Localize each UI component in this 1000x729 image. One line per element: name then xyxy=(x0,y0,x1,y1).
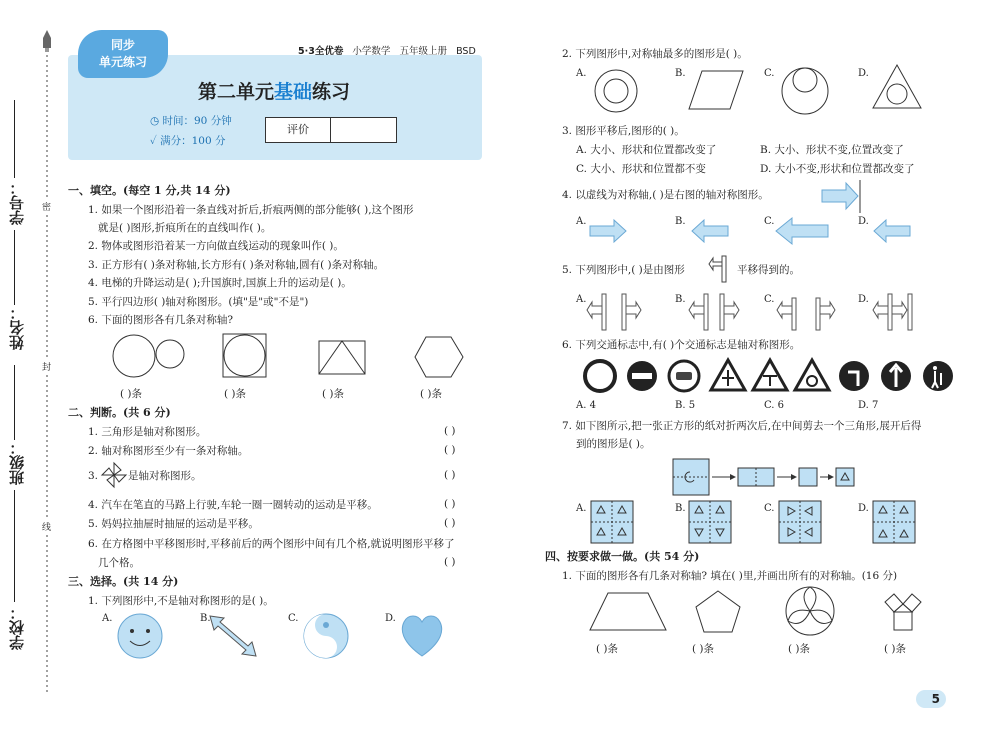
evaluation-box xyxy=(265,117,397,143)
rocket-icon xyxy=(40,30,54,52)
unit-badge xyxy=(78,30,168,78)
sec3-q2-D[interactable]: D. xyxy=(858,68,869,79)
sec3-q1-B[interactable]: B. xyxy=(200,613,211,624)
sec3-q1-C[interactable]: C. xyxy=(288,613,299,624)
sec3-q7b: 到的图形是( )。 xyxy=(576,438,651,450)
score-text: 满分：100 分 xyxy=(160,135,226,147)
no-entry-ring-sign xyxy=(585,361,615,391)
name-blank[interactable] xyxy=(14,230,16,305)
arrow-option-d xyxy=(872,218,912,244)
arrow-option-c xyxy=(774,216,830,246)
sec2-q5: 5. 妈妈拉抽屉时抽屉的运动是平移。 xyxy=(88,518,259,530)
sec3-q2-B[interactable]: B. xyxy=(675,68,686,79)
sec2-title: 二、判断。(共 6 分) xyxy=(68,406,171,419)
sec3-q6-D[interactable]: D. 7 xyxy=(858,400,879,411)
straight-ahead-sign xyxy=(881,361,911,391)
axis-answer-4[interactable]: ( )条 xyxy=(420,388,443,400)
reference-arrow-figure xyxy=(820,180,862,214)
pedestrian-sign xyxy=(923,361,953,391)
sec3-title: 三、选择。(共 14 分) xyxy=(68,575,179,588)
exam-score xyxy=(150,134,226,148)
sec3-q2: 2. 下列图形中,对称轴最多的图形是( )。 xyxy=(562,48,748,60)
turn-left-sign xyxy=(839,361,869,391)
judge-paren-3[interactable]: ( ) xyxy=(444,469,456,481)
student-id-blank[interactable] xyxy=(14,100,16,178)
smiley-figure xyxy=(116,612,164,660)
sec3-q7-B[interactable]: B. xyxy=(675,503,686,514)
class-label: 班级： xyxy=(8,440,26,485)
sec3-q3-A[interactable]: A. 大小、形状和位置都改变了 xyxy=(576,144,717,156)
trapezoid-figure xyxy=(588,592,668,632)
sec3-q5-C[interactable]: C. xyxy=(764,294,775,305)
unfold-option-a xyxy=(590,500,634,544)
ring-figure xyxy=(593,68,639,114)
sec3-q4: 4. 以虚线为对称轴,( )是右图的轴对称图形。 xyxy=(562,189,769,201)
sec4-answer-4[interactable]: ( )条 xyxy=(884,643,907,655)
sec1-q1a: 1. 如果一个图形沿着一条直线对折后,折痕两侧的部分能够( ),这个图形 xyxy=(88,204,414,216)
class-blank[interactable] xyxy=(14,365,16,440)
arrow-option-a xyxy=(588,218,628,244)
sec1-q5: 5. 平行四边形( )轴对称图形。(填"是"或"不是") xyxy=(88,296,309,308)
reference-sign-figure xyxy=(711,254,737,284)
sec3-q3: 3. 图形平移后,图形的( )。 xyxy=(562,125,685,137)
sec3-q4-C[interactable]: C. xyxy=(764,216,775,227)
sec2-q6b: 几个格。 xyxy=(98,557,140,569)
exam-time xyxy=(150,114,232,128)
title-prefix: 第二单元 xyxy=(198,81,275,103)
sec3-q7a: 7. 如下图所示,把一张正方形的纸对折两次后,在中间剪去一个三角形,展开后得 xyxy=(562,420,922,432)
school-blank[interactable] xyxy=(14,490,16,602)
school-label: 学校： xyxy=(8,605,26,650)
sec2-q1: 1. 三角形是轴对称图形。 xyxy=(88,426,207,438)
sec2-q3: 是轴对称图形。 xyxy=(128,470,202,482)
sec4-title: 四、按要求做一做。(共 54 分) xyxy=(545,550,700,563)
yinyang-figure xyxy=(302,612,350,660)
sec3-q6-B[interactable]: B. 5 xyxy=(675,400,696,411)
heart-figure xyxy=(398,612,446,658)
sec1-q3: 3. 正方形有( )条对称轴,长方形有( )条对称轴,圆有( )条对称轴。 xyxy=(88,259,385,271)
page-title xyxy=(198,77,350,104)
sec3-q3-D[interactable]: D. 大小不变,形状和位置都改变了 xyxy=(760,163,915,175)
pinwheel-figure xyxy=(101,462,127,488)
sec3-q6: 6. 下列交通标志中,有( )个交通标志是轴对称图形。 xyxy=(562,339,801,351)
sec3-q5-B[interactable]: B. xyxy=(675,294,686,305)
axis-answer-2[interactable]: ( )条 xyxy=(224,388,247,400)
arrow-option-b xyxy=(690,218,730,244)
circle-in-circle-figure xyxy=(780,66,830,116)
student-id-label: 学号： xyxy=(8,180,26,225)
pythagoras-figure xyxy=(880,590,928,636)
book-name: 5·3全优卷 xyxy=(298,46,344,57)
parallelogram-figure xyxy=(688,70,744,110)
page-number-badge xyxy=(916,690,946,708)
judge-paren-4[interactable]: ( ) xyxy=(444,498,456,510)
double-arrow-figure xyxy=(208,614,258,658)
rectangle-triangle-figure xyxy=(318,340,368,376)
seal-mark-1: 密 xyxy=(42,200,51,213)
judge-paren-6[interactable]: ( ) xyxy=(444,556,456,568)
sign-option-d xyxy=(876,292,926,332)
trefoil-circle-figure xyxy=(784,585,836,637)
sec4-answer-1[interactable]: ( )条 xyxy=(596,643,619,655)
sec3-q5-A[interactable]: A. xyxy=(576,294,587,305)
grade: 五年级上册 xyxy=(399,46,447,57)
axis-answer-1[interactable]: ( )条 xyxy=(120,388,143,400)
sec4-answer-2[interactable]: ( )条 xyxy=(692,643,715,655)
unfold-option-c xyxy=(778,500,822,544)
roundabout-sign xyxy=(795,360,829,390)
sec1-q2: 2. 物体或图形沿着某一方向做直线运动的现象叫作( )。 xyxy=(88,240,344,252)
badge-line1: 同步 xyxy=(110,38,135,52)
sec3-q3-C[interactable]: C. 大小、形状和位置都不变 xyxy=(576,163,706,175)
sec4-q1: 1. 下面的图形各有几条对称轴? 填在( )里,并画出所有的对称轴。(16 分) xyxy=(562,570,898,582)
binding-dashed-line xyxy=(46,55,48,695)
sec3-q2-A[interactable]: A. xyxy=(576,68,587,79)
sec3-q5b: 平移得到的。 xyxy=(737,264,800,276)
check-icon: ✓ xyxy=(150,135,161,147)
judge-paren-2[interactable]: ( ) xyxy=(444,444,456,456)
sec3-q3-B[interactable]: B. 大小、形状不变,位置改变了 xyxy=(760,144,904,156)
eval-blank[interactable] xyxy=(331,118,395,142)
sign-option-c xyxy=(778,292,834,332)
sec4-answer-3[interactable]: ( )条 xyxy=(788,643,811,655)
sign-option-a xyxy=(590,292,640,332)
subject: 小学数学 xyxy=(352,46,391,57)
sec2-q4: 4. 汽车在笔直的马路上行驶,车轮一圈一圈转动的运动是平移。 xyxy=(88,499,378,511)
circles-figure xyxy=(112,333,192,379)
seal-mark-2: 封 xyxy=(42,360,51,373)
no-car-sign xyxy=(669,361,699,391)
sec3-q5a: 5. 下列图形中,( )是由图形 xyxy=(562,264,685,276)
sec3-q7-C[interactable]: C. xyxy=(764,503,775,514)
title-highlight: 基础 xyxy=(274,81,313,103)
eval-label: 评价 xyxy=(266,118,331,142)
sign-option-b xyxy=(690,292,740,332)
sec3-q1-D[interactable]: D. xyxy=(385,613,396,624)
sec1-q4: 4. 电梯的升降运动是( );升国旗时,国旗上升的运动是( )。 xyxy=(88,277,352,289)
crossroad-warning-sign xyxy=(711,360,745,390)
hexagon-figure xyxy=(414,336,464,378)
sec3-q4-B[interactable]: B. xyxy=(675,216,686,227)
sec3-q4-A[interactable]: A. xyxy=(576,216,587,227)
sec3-q1: 1. 下列图形中,不是轴对称图形的是( )。 xyxy=(88,595,274,607)
sec1-q6: 6. 下面的图形各有几条对称轴? xyxy=(88,314,233,326)
t-junction-warning-sign xyxy=(753,360,787,390)
traffic-signs-row xyxy=(584,358,944,394)
judge-paren-1[interactable]: ( ) xyxy=(444,425,456,437)
square-circle-figure xyxy=(222,333,268,379)
judge-paren-5[interactable]: ( ) xyxy=(444,517,456,529)
sec3-q7-A[interactable]: A. xyxy=(576,503,587,514)
sec2-q3-num: 3. xyxy=(88,470,99,482)
page-number: 5 xyxy=(931,692,940,706)
unfold-option-b xyxy=(688,500,732,544)
sec3-q6-C[interactable]: C. 6 xyxy=(764,400,785,411)
edition: BSD xyxy=(456,46,476,57)
axis-answer-3[interactable]: ( )条 xyxy=(322,388,345,400)
no-entry-sign xyxy=(627,361,657,391)
time-text: 时间：90 分钟 xyxy=(162,115,232,127)
sec2-q6a: 6. 在方格图中平移图形时,平移前后的两个图形中间有几个格,就说明图形平移了 xyxy=(88,538,455,550)
sec1-q1b: 就是( )图形,折痕所在的直线叫作( )。 xyxy=(98,222,272,234)
seal-mark-3: 线 xyxy=(42,520,51,533)
sec3-q2-C[interactable]: C. xyxy=(764,68,775,79)
badge-line2: 单元练习 xyxy=(98,55,147,69)
sec3-q6-A[interactable]: A. 4 xyxy=(576,400,596,411)
title-suffix: 练习 xyxy=(312,81,351,103)
pentagon-figure xyxy=(694,590,742,634)
unfold-option-d xyxy=(872,500,916,544)
sec2-q2: 2. 轴对称图形至少有一条对称轴。 xyxy=(88,445,249,457)
book-info xyxy=(298,45,476,59)
fold-cut-process xyxy=(672,458,862,498)
name-label: 姓名： xyxy=(8,305,26,350)
sec3-q5-D[interactable]: D. xyxy=(858,294,869,305)
clock-icon: ◷ xyxy=(150,115,163,127)
sec3-q4-D[interactable]: D. xyxy=(858,216,869,227)
sec3-q7-D[interactable]: D. xyxy=(858,503,869,514)
triangle-circle-figure xyxy=(872,64,922,110)
sec3-q1-A[interactable]: A. xyxy=(102,613,113,624)
sec1-title: 一、填空。(每空 1 分,共 14 分) xyxy=(68,184,231,197)
